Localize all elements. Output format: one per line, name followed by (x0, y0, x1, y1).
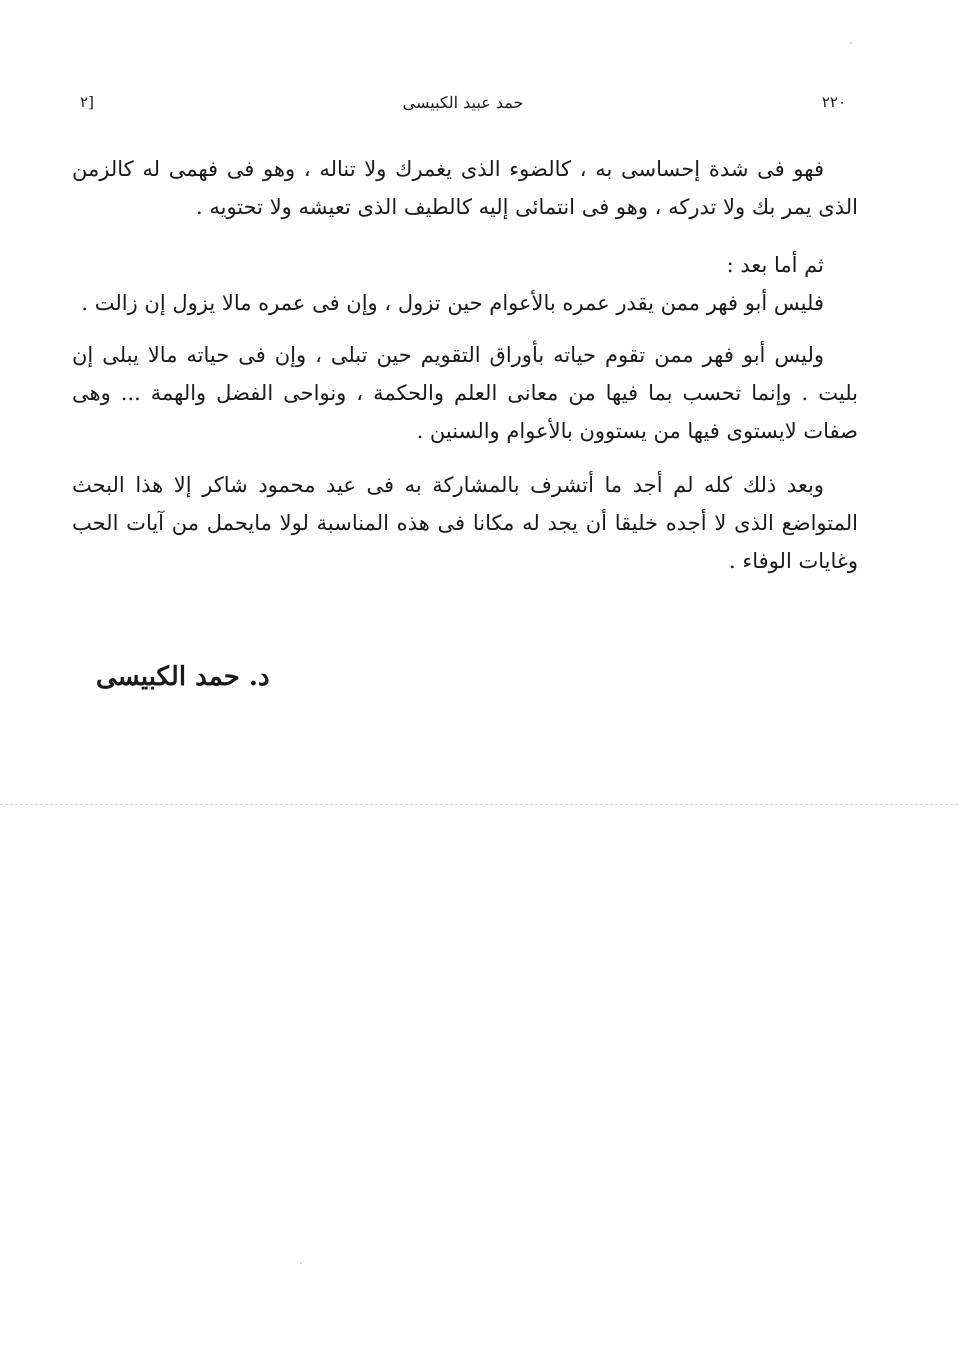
running-title: حمد عبيد الكبيسى (402, 92, 524, 112)
scan-artifact-line (0, 804, 958, 805)
paragraph-1: فهو فى شدة إحساسى به ، كالضوء الذى يغمرك ولا تناله ، وهو فى فهمى له كالزمن الذى يمر بك ولا تدركه ، وهو فى انتمائى إليه كالطيف الذى تعيشه ولا تحتويه . (72, 157, 858, 219)
paragraph-4: وبعد ذلك كله لم أجد ما أتشرف بالمشاركة به فى عيد محمود شاكر إلا هذا البحث المتواضع الذى لا أجده خليقا أن يجد له مكانا فى هذه المناسبة لولا مايحمل من آيات الحب وغايات الوفاء . (72, 473, 858, 573)
footnote-marker: [٢ (80, 93, 94, 111)
page-header (80, 88, 846, 116)
paragraph-2-lead: ثم أما بعد : (726, 253, 824, 277)
body-text (72, 150, 858, 580)
scan-speck (850, 42, 852, 44)
paragraph-2: فليس أبو فهر ممن يقدر عمره بالأعوام حين تزول ، وإن فى عمره مالا يزول إن زالت . (81, 291, 824, 315)
page-number: ٢٢٠ (821, 93, 846, 111)
scan-speck (300, 1262, 302, 1264)
paragraph-3: وليس أبو فهر ممن تقوم حياته بأوراق التقويم حين تبلى ، وإن فى حياته مالا يبلى إن بليت . وإنما تحسب بما فيها من معانى العلم والحكمة ، ونواحى الفضل والهمة ... وهى صفات لايستوى فيها من يستوون بالأعوام والسنين . (72, 343, 858, 443)
author-signature: د. حمد الكبيسى (96, 662, 270, 692)
